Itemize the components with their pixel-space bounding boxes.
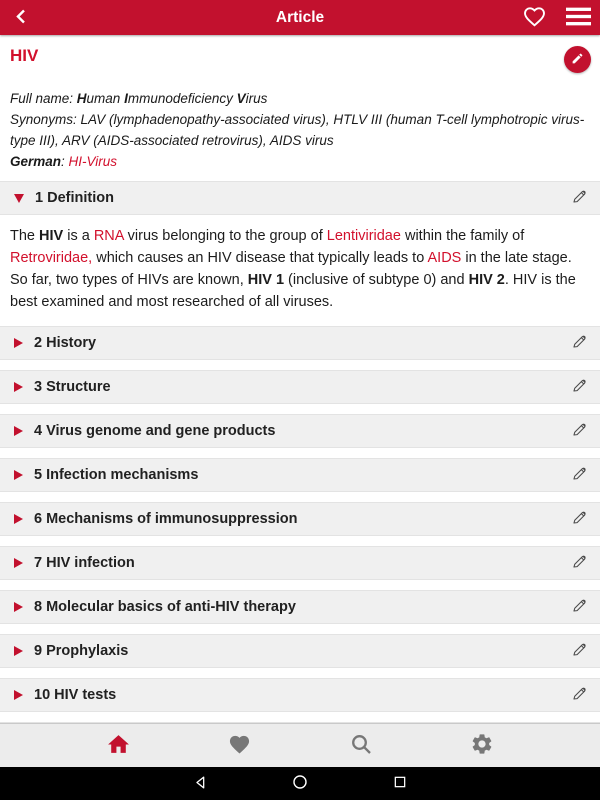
expand-arrow-icon	[14, 194, 24, 203]
nav-search-button[interactable]	[300, 724, 421, 768]
pencil-outline-icon	[571, 188, 588, 208]
section-row-2[interactable]	[0, 326, 600, 360]
full-name-line: Full name: Human Immunodeficiency Virus	[10, 91, 268, 106]
back-button[interactable]	[0, 0, 42, 35]
android-recents-button[interactable]	[381, 774, 419, 793]
section-row-4[interactable]	[0, 414, 600, 448]
android-back-icon	[192, 774, 209, 794]
expand-arrow-icon	[14, 646, 23, 656]
edit-section-button[interactable]	[571, 421, 588, 441]
android-navigation-bar	[0, 767, 600, 800]
section-row-8[interactable]	[0, 590, 600, 624]
heart-outline-icon	[522, 5, 547, 30]
section-title: 6 Mechanisms of immunosuppression	[34, 511, 298, 527]
expand-arrow-icon	[14, 338, 23, 348]
edit-section-button[interactable]	[571, 377, 588, 397]
section-row-1[interactable]	[0, 181, 600, 215]
expand-arrow-icon	[14, 514, 23, 524]
edit-section-button[interactable]	[571, 188, 588, 208]
definition-paragraph: The HIV is a RNA virus belonging to the group of Lentiviridae within the family of Retroviridae, which causes an HIV disease that typically leads to AIDS in the late stage. So far, two types of HIVs are known, HIV 1 (inclusive of subtype 0) and HIV 2. HIV is the best examined and most researched of all viruses.	[10, 228, 576, 310]
edit-section-button[interactable]	[571, 553, 588, 573]
app-bar-actions	[512, 0, 600, 35]
article-content[interactable]	[0, 35, 600, 723]
article-link[interactable]: RNA	[93, 228, 124, 244]
android-recents-icon	[392, 774, 408, 793]
menu-button[interactable]	[556, 0, 600, 35]
hamburger-menu-icon	[566, 7, 591, 29]
expand-arrow-icon	[14, 470, 23, 480]
edit-section-button[interactable]	[571, 509, 588, 529]
gear-icon	[470, 732, 494, 759]
favorite-button[interactable]	[512, 0, 556, 35]
section-title: 1 Definition	[35, 190, 114, 206]
nav-home-button[interactable]	[58, 724, 179, 768]
edit-section-button[interactable]	[571, 641, 588, 661]
edit-section-button[interactable]	[571, 333, 588, 353]
pencil-outline-icon	[571, 685, 588, 705]
article-link[interactable]: HI-Virus	[68, 154, 118, 169]
article-link[interactable]: AIDS	[427, 250, 462, 266]
pencil-outline-icon	[571, 597, 588, 617]
sections-list	[0, 181, 600, 712]
article-title: HIV	[10, 46, 39, 65]
expand-arrow-icon	[14, 558, 23, 568]
section-title: 3 Structure	[34, 379, 111, 395]
section-title: 8 Molecular basics of anti-HIV therapy	[34, 599, 296, 615]
article-meta	[10, 88, 590, 172]
expand-arrow-icon	[14, 426, 23, 436]
expand-arrow-icon	[14, 690, 23, 700]
android-home-icon	[291, 773, 309, 794]
android-back-button[interactable]	[181, 774, 219, 794]
edit-article-button[interactable]	[564, 46, 591, 73]
pencil-outline-icon	[571, 377, 588, 397]
pencil-outline-icon	[571, 641, 588, 661]
section-title: 5 Infection mechanisms	[34, 467, 199, 483]
section-row-7[interactable]	[0, 546, 600, 580]
expand-arrow-icon	[14, 602, 23, 612]
app-bar	[0, 0, 600, 35]
section-title: 7 HIV infection	[34, 555, 135, 571]
edit-section-button[interactable]	[571, 465, 588, 485]
section-row-9[interactable]	[0, 634, 600, 668]
edit-section-button[interactable]	[571, 597, 588, 617]
section-row-3[interactable]	[0, 370, 600, 404]
section-title: 10 HIV tests	[34, 687, 117, 703]
pencil-outline-icon	[571, 465, 588, 485]
edit-section-button[interactable]	[571, 685, 588, 705]
nav-favorites-button[interactable]	[179, 724, 300, 768]
heart-icon	[227, 733, 252, 759]
article-title-row	[0, 35, 600, 65]
nav-settings-button[interactable]	[421, 724, 542, 768]
section-title: 4 Virus genome and gene products	[34, 423, 276, 439]
pencil-outline-icon	[571, 333, 588, 353]
android-home-button[interactable]	[281, 773, 319, 794]
pencil-outline-icon	[571, 553, 588, 573]
section-row-5[interactable]	[0, 458, 600, 492]
bottom-nav	[0, 723, 600, 767]
article-link[interactable]: Lentiviridae	[326, 228, 401, 244]
synonyms-line: Synonyms: LAV (lymphadenopathy-associated virus), HTLV III (human T-cell lymphotropic virus-type III), ARV (AIDS-associated retrovirus), AIDS virus	[10, 112, 585, 148]
search-icon	[349, 732, 373, 759]
pencil-outline-icon	[571, 509, 588, 529]
section-title: 2 History	[34, 335, 97, 351]
pencil-icon	[571, 52, 584, 68]
home-icon	[106, 732, 131, 760]
section-title: 9 Prophylaxis	[34, 643, 129, 659]
expand-arrow-icon	[14, 382, 23, 392]
pencil-outline-icon	[571, 421, 588, 441]
section-row-6[interactable]	[0, 502, 600, 536]
page-title: Article	[275, 8, 325, 26]
section-row-10[interactable]	[0, 678, 600, 712]
article-link[interactable]: Retroviridae,	[10, 250, 93, 266]
back-chevron-icon	[13, 7, 30, 29]
german-line: German: HI-Virus	[10, 154, 118, 169]
